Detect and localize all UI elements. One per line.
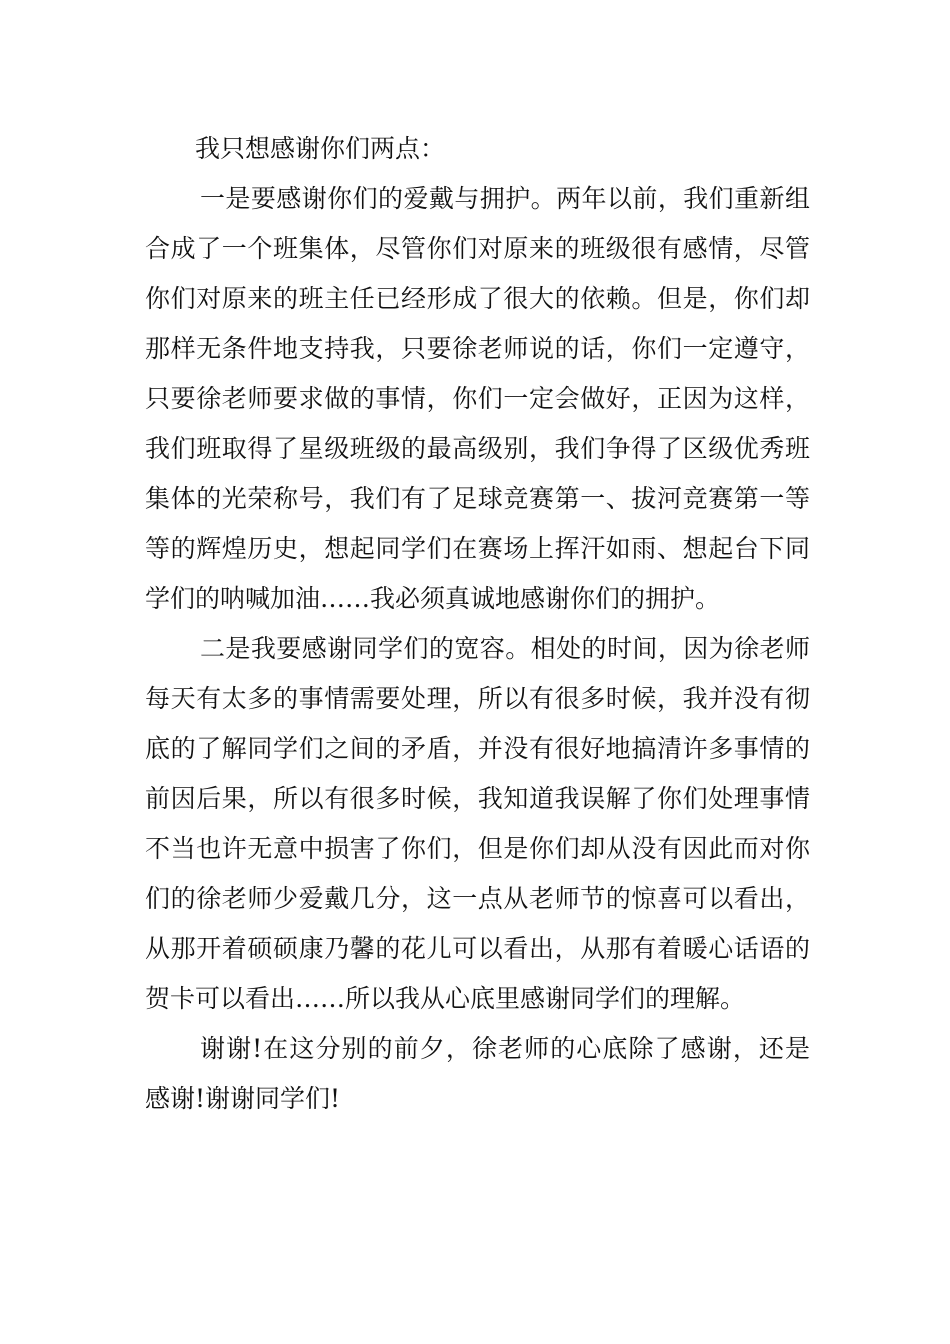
- paragraph-first-point: 一是要感谢你们的爱戴与拥护。两年以前，我们重新组合成了一个班集体，尽管你们对原来的班级很有感情，尽管你们对原来的班主任已经形成了很大的依赖。但是，你们却那样无条件地支持我，只要徐老师说的话，你们一定遵守，只要徐老师要求做的事情，你们一定会做好，正因为这样，我们班取得了星级班级的最高级别，我们争得了区级优秀班集体的光荣称号，我们有了足球竞赛第一、拔河竞赛第一等等的辉煌历史，想起同学们在赛场上挥汗如雨、想起台下同学们的呐喊加油……我必须真诚地感谢你们的拥护。: [145, 184, 810, 613]
- paragraph-second-point: 二是我要感谢同学们的宽容。相处的时间，因为徐老师每天有太多的事情需要处理，所以有很多时候，我并没有彻底的了解同学们之间的矛盾，并没有很好地搞清许多事情的前因后果，所以有很多时候，我知道我误解了你们处理事情不当也许无意中损害了你们，但是你们却从没有因此而对你们的徐老师少爱戴几分，这一点从老师节的惊喜可以看出，从那开着硕硕康乃馨的花儿可以看出，从那有着暖心话语的贺卡可以看出……所以我从心底里感谢同学们的理解。: [145, 634, 810, 1013]
- paragraph-intro: 我只想感谢你们两点：: [195, 134, 446, 163]
- paragraph-closing: 谢谢!在这分别的前夕，徐老师的心底除了感谢，还是感谢!谢谢同学们!: [145, 1034, 810, 1113]
- document-body: [145, 124, 810, 1124]
